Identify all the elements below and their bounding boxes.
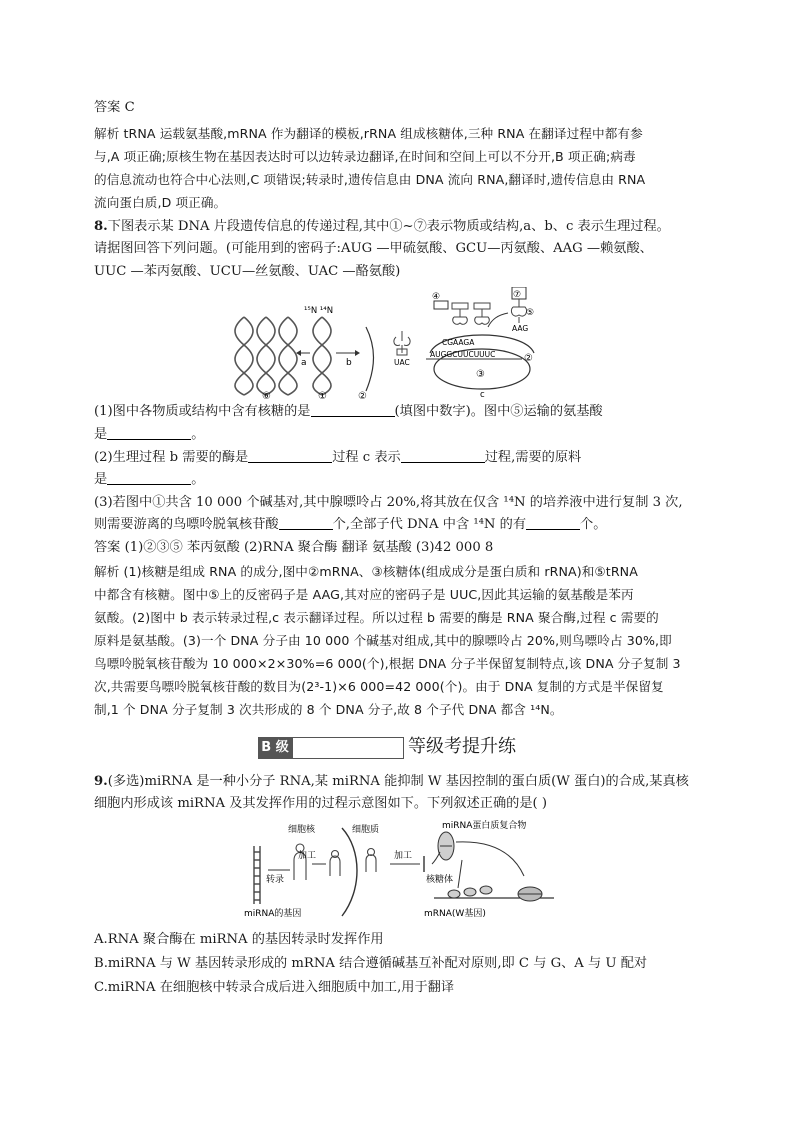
q8-stem-line: 请据图回答下列问题。(可能用到的密码子:AUG —甲硫氨酸、GCU—丙氨酸、AAG —赖氨酸、 — [94, 241, 653, 257]
q9-stem — [94, 771, 694, 816]
q8-analysis — [94, 560, 694, 721]
cgaaga-label: CGAAGA — [442, 338, 475, 348]
gene-label: miRNA的基因 — [244, 908, 302, 919]
label-b: b — [346, 358, 352, 369]
q9-options — [94, 928, 694, 1000]
q8-q2-text4: 是 — [94, 472, 108, 488]
ribosome-label: 核糖体 — [426, 874, 454, 885]
nucleus-label: 细胞核 — [288, 824, 316, 835]
q8-q3-text3: 个,全部子代 DNA 中含 ¹⁴N 的有 — [332, 517, 527, 533]
n15-n14-label: ¹⁵N ¹⁴N — [304, 306, 334, 317]
q8-q2-blank1[interactable] — [248, 448, 332, 463]
pre-mirna-icon — [330, 850, 340, 876]
q8-stem-line: 下图表示某 DNA 片段遗传信息的传递过程,其中①~⑦表示物质或结构,a、b、c 表示生理过程。 — [107, 218, 670, 234]
q8-subquestions — [94, 401, 694, 537]
q7-analysis-line: 的信息流动也符合中心法则,C 项错误;转录时,遗传信息由 DNA 流向 RNA,翻译时,遗传信息由 RNA — [94, 171, 646, 187]
q8-q1-text4: 。 — [191, 426, 205, 442]
mirna-process-diagram — [94, 820, 694, 924]
ribosome-pointer — [458, 860, 462, 888]
q8-q3-text2: 则需要游离的鸟嘌呤脱氧核苷酸 — [94, 517, 279, 533]
mrna-strand — [366, 327, 374, 391]
q8-q1-text3: 是 — [94, 426, 108, 442]
aag-label: AAG — [512, 324, 529, 334]
q8-stem-line: UUC —苯丙氨酸、UCU—丝氨酸、UAC —酪氨酸) — [94, 263, 401, 279]
ribosome-icons — [448, 886, 492, 898]
q7-analysis-line: 解析 tRNA 运载氨基酸,mRNA 作为翻译的模板,rRNA 组成核糖体,三种 RNA 在翻译过程中都有参 — [94, 125, 643, 141]
q8-q2-blank3[interactable] — [107, 470, 191, 485]
q9-figure — [94, 820, 694, 924]
q8-analysis-line: 中都含有核糖。图中⑤上的反密码子是 AAG,其对应的密码子是 UUC,因此其运输的氨基酸是苯丙 — [94, 586, 634, 602]
uac-label: UAC — [394, 358, 410, 368]
polypeptide-box — [434, 301, 448, 309]
num-1: ① — [318, 391, 327, 402]
num-2-right: ② — [524, 353, 533, 365]
inhibit-arrow — [456, 842, 524, 876]
q8-analysis-line: 原料是氨基酸。(3)一个 DNA 分子由 10 000 个碱基对组成,其中的腺嘌呤占 20%,则鸟嘌呤占 30%,即 — [94, 632, 672, 648]
q8-q1-blank2[interactable] — [107, 425, 191, 440]
num-2-left: ② — [358, 391, 367, 402]
dna-helix-1 — [313, 317, 331, 395]
section-b-badge: B 级 — [258, 737, 292, 759]
num-6: ⑥ — [262, 391, 271, 402]
document-page — [94, 97, 694, 1000]
label-c: c — [480, 390, 485, 401]
mrna-seq-label: AUGGCUUCUUUC — [430, 350, 496, 360]
trna-uac-icon — [394, 331, 410, 355]
q9-option-b[interactable]: B.miRNA 与 W 基因转录形成的 mRNA 结合遵循碱基互补配对原则,即 C 与 G、A 与 U 配对 — [94, 955, 648, 971]
q8-analysis-line: 鸟嘌呤脱氧核苷酸为 10 000×2×30%=6 000(个),根据 DNA 分子半保留复制特点,该 DNA 分子复制 3 — [94, 655, 681, 671]
q8-answer: 答案 (1)②③⑤ 苯丙氨酸 (2)RNA 聚合酶 翻译 氨基酸 (3)42 000 8 — [94, 539, 494, 555]
q8-q2-text5: 。 — [191, 472, 205, 488]
trna-in-ribosome-icons — [452, 303, 490, 324]
process-label-1: 加工 — [298, 850, 317, 861]
complex-arrow — [432, 852, 440, 864]
q7-analysis — [94, 122, 694, 214]
q9-stem-line: (多选)miRNA 是一种小分子 RNA,某 miRNA 能抑制 W 基因控制的蛋白质(W 蛋白)的合成,某真核 — [107, 773, 689, 789]
q9-option-c[interactable]: C.miRNA 在细胞核中转录合成后进入细胞质中加工,用于翻译 — [94, 979, 455, 995]
mirna-gene-icon — [254, 846, 260, 904]
q8-q1-text: (1)图中各物质或结构中含有核糖的是 — [94, 404, 311, 420]
trna-5-icon — [511, 299, 526, 323]
dna-transfer-diagram — [94, 287, 694, 401]
q8-figure — [94, 287, 694, 401]
q8-stem — [94, 216, 694, 284]
q8-q3-text: (3)若图中①共含 10 000 个碱基对,其中腺嘌呤占 20%,将其放在仅含 ¹⁴N 的培养液中进行复制 3 次, — [94, 494, 683, 510]
section-b-banner — [94, 731, 694, 765]
pri-mirna-icon — [294, 844, 306, 880]
q8-analysis-line: 氨酸。(2)图中 b 表示转录过程,c 表示翻译过程。所以过程 b 需要的酶是 RNA 聚合酶,过程 c 需要的 — [94, 609, 659, 625]
nuclear-membrane — [342, 828, 357, 916]
section-b-title: 等级考提升练 — [408, 735, 516, 757]
q8-q2-text3: 过程,需要的原料 — [484, 449, 582, 465]
q8-analysis-line: 次,共需要鸟嘌呤脱氧核苷酸的数目为(2³-1)×6 000=42 000(个)。由于 DNA 复制的方式是半保留复 — [94, 678, 664, 694]
num-7: ⑦ — [513, 290, 522, 301]
q8-q3-text4: 个。 — [580, 517, 607, 533]
q7-analysis-line: 流向蛋白质,D 项正确。 — [94, 194, 227, 210]
q8-analysis-line: 制,1 个 DNA 分子复制 3 次共形成的 8 个 DNA 分子,故 8 个子代 DNA 都含 ¹⁴N。 — [94, 701, 563, 717]
num-4: ④ — [432, 292, 441, 303]
q9-stem-line: 细胞内形成该 miRNA 及其发挥作用的过程示意图如下。下列叙述正确的是( ) — [94, 796, 548, 812]
label-a: a — [301, 358, 307, 369]
dna-helix-group-6 — [235, 317, 297, 395]
mrna-w-label: mRNA(W基因) — [424, 908, 486, 919]
process-label-2: 加工 — [394, 850, 413, 861]
exported-pre-mirna-icon — [366, 848, 376, 872]
q7-answer: 答案 C — [94, 100, 135, 115]
q8-q2-blank2[interactable] — [401, 448, 485, 463]
cytoplasm-label: 细胞质 — [352, 824, 380, 835]
q8-q1-blank1[interactable] — [311, 402, 395, 417]
section-b-box — [292, 737, 404, 759]
num-5: ⑤ — [526, 308, 535, 319]
q8-q3-blank1[interactable] — [279, 515, 333, 530]
q8-q2-text: (2)生理过程 b 需要的酶是 — [94, 449, 249, 465]
arrow-b-head — [355, 350, 360, 356]
q7-analysis-line: 与,A 项正确;原核生物在基因表达时可以边转录边翻译,在时间和空间上可以不分开,B 项正确;病毒 — [94, 148, 636, 164]
transcribe-label: 转录 — [266, 874, 285, 885]
q8-analysis-line: 解析 (1)核糖是组成 RNA 的成分,图中②mRNA、③核糖体(组成成分是蛋白质和 rRNA)和⑤tRNA — [94, 563, 638, 579]
q9-number: 9. — [94, 773, 108, 789]
complex-label: miRNA蛋白质复合物 — [442, 820, 527, 831]
q8-q1-text2: (填图中数字)。图中⑤运输的氨基酸 — [394, 404, 603, 420]
q9-option-a[interactable]: A.RNA 聚合酶在 miRNA 的基因转录时发挥作用 — [94, 931, 384, 947]
q8-q3-blank2[interactable] — [526, 515, 580, 530]
q8-q2-text2: 过程 c 表示 — [332, 449, 401, 465]
num-3: ③ — [476, 369, 485, 381]
q8-number: 8. — [94, 218, 108, 234]
trna-arrow — [488, 313, 508, 327]
